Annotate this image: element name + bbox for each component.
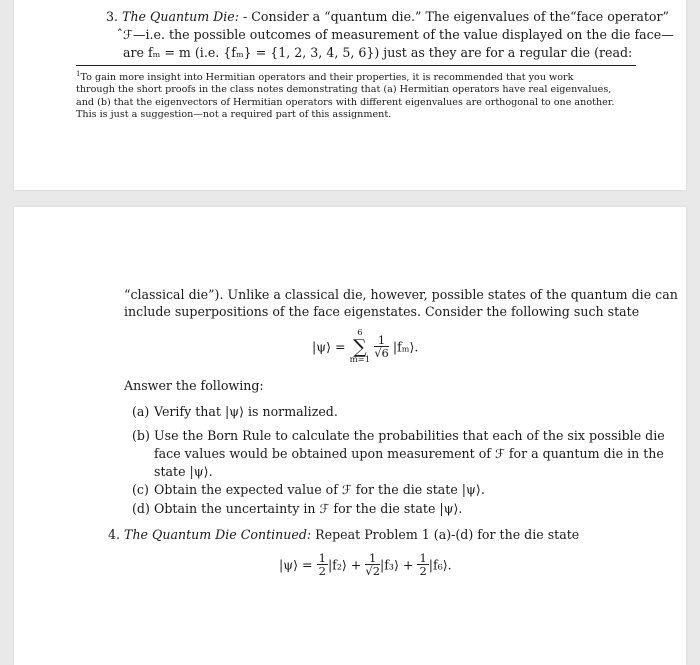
eq2-frac2-num: 1	[365, 552, 380, 565]
footnote-marker: 1	[76, 70, 81, 78]
item-a-text: Verify that |ψ⟩ is normalized.	[154, 404, 338, 419]
eq2-ket2: |f₃⟩ +	[380, 557, 414, 573]
item-c	[132, 481, 485, 499]
item-a-label: (a)	[132, 404, 150, 419]
sum-lower: m=1	[349, 355, 371, 365]
eq1-frac-num: 1	[374, 334, 389, 347]
eq2-frac3-num: 1	[419, 551, 427, 565]
item-a	[132, 403, 338, 421]
problem4-line	[108, 526, 579, 544]
eq1-fraction	[374, 334, 389, 360]
item-b-label: (b)	[132, 428, 150, 443]
problem4-number: 4.	[108, 527, 121, 542]
eq2-ket3: |f₆⟩.	[428, 557, 452, 573]
item-b-line2: face values would be obtained upon measurement of ℱ for a quantum die in the	[154, 446, 664, 461]
eq2-frac3	[417, 552, 428, 578]
eq2-frac1	[317, 552, 328, 578]
item-b-line1: Use the Born Rule to calculate the probabilities that each of the six possible die	[154, 428, 665, 443]
item-d	[132, 500, 462, 518]
item-c-text: Obtain the expected value of ℱ for the die state |ψ⟩.	[154, 482, 485, 497]
problem3-number: 3.	[106, 9, 119, 24]
equation-psi-die2	[279, 552, 452, 578]
page-top	[14, 0, 686, 190]
eq1-ket: |fₘ⟩.	[392, 339, 419, 355]
footnote-line-4: This is just a suggestion—not a required part of this assignment.	[76, 108, 392, 120]
equation-psi-sum	[312, 329, 418, 365]
sum-upper: 6	[357, 328, 363, 338]
item-b-line3: state |ψ⟩.	[154, 464, 213, 479]
problem3-line1	[106, 8, 669, 26]
eq1-lhs: |ψ⟩ =	[312, 339, 346, 355]
problem3-title: The Quantum Die:	[122, 9, 240, 24]
item-b	[132, 427, 665, 481]
problem4-title: The Quantum Die Continued:	[124, 527, 312, 542]
footnote	[76, 68, 636, 121]
eq2-frac3-den: 2	[419, 564, 427, 578]
eq2-lhs: |ψ⟩ =	[279, 557, 313, 573]
item-c-label: (c)	[132, 482, 149, 497]
eq1-frac-den: √6	[374, 346, 389, 360]
page-bottom	[14, 207, 686, 665]
footnote-line-3: and (b) that the eigenvectors of Hermitian operators with different eigenvalues are orthogonal to one another.	[76, 96, 615, 108]
eq2-frac2-den: √2	[365, 564, 381, 578]
problem3-line1-text: - Consider a “quantum die.” The eigenvalues of the“face operator”	[239, 9, 669, 24]
footnote-line-1: To gain more insight into Hermitian operators and their properties, it is recommended that you work	[80, 72, 574, 84]
eq2-frac1-den: 2	[318, 564, 326, 578]
summation	[350, 329, 371, 365]
answer-prompt: Answer the following:	[124, 378, 264, 393]
eq2-frac1-num: 1	[318, 551, 326, 565]
item-d-text: Obtain the uncertainty in ℱ for the die state |ψ⟩.	[154, 501, 463, 516]
footnote-line	[76, 68, 636, 84]
problem4-text: Repeat Problem 1 (a)-(d) for the die state	[311, 527, 580, 542]
eq2-frac2	[365, 552, 380, 578]
eq2-ket1: |f₂⟩ +	[327, 557, 362, 573]
sum-symbol: ∑	[353, 336, 367, 358]
problem3-line2: ̂ℱ—i.e. the possible outcomes of measurement of the value displayed on the die face—	[123, 27, 674, 42]
continuation-line1: “classical die”). Unlike a classical die, however, possible states of the quantum die can	[124, 287, 678, 302]
item-d-label: (d)	[132, 501, 150, 516]
footnote-rule	[76, 65, 636, 66]
continuation-line2: include superpositions of the face eigenstates. Consider the following such state	[124, 304, 640, 319]
footnote-line-2: through the short proofs in the class notes demonstrating that (a) Hermitian operators have real eigenvalues,	[76, 84, 612, 96]
problem3-line3: are fₘ = m (i.e. {fₘ} = {1, 2, 3, 4, 5, 6}) just as they are for a regular die (read:	[123, 45, 633, 60]
